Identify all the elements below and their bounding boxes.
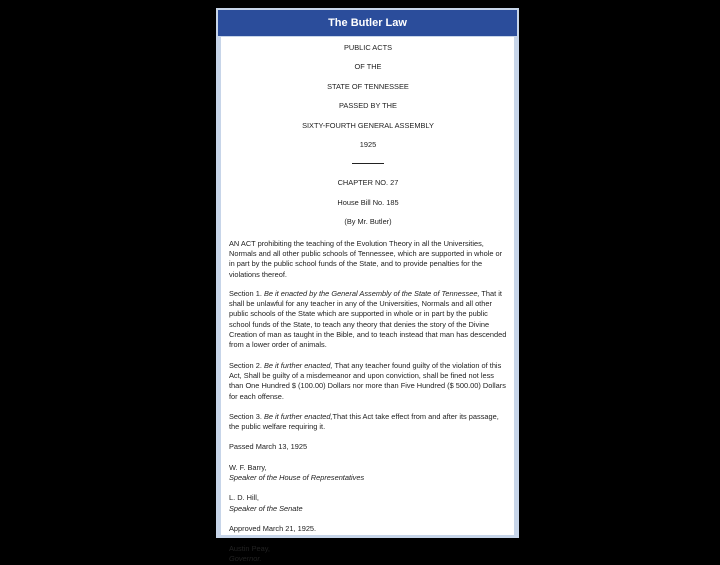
document-page <box>221 37 514 564</box>
divider-rule <box>352 163 384 164</box>
header-line-assembly: SIXTY-FOURTH GENERAL ASSEMBLY <box>302 120 434 130</box>
signature-speaker-senate <box>229 493 507 514</box>
document-frame <box>216 8 519 564</box>
section-1 <box>229 289 507 351</box>
section-3-label: Section 3. <box>229 411 262 421</box>
speaker-senate-role: Speaker of the Senate <box>229 503 303 513</box>
speaker-house-name: W. F. Barry, <box>229 462 267 472</box>
section-2-text: That any teacher found guilty of the violation of this Act, Shall be guilty of a misdemeanor and upon conviction, shall be fined not less than One Hundred $ (100.00) Dollars nor more than Five Hundred ($ 500.00) Dollars for each offense. <box>229 360 506 401</box>
speaker-senate-name: L. D. Hill, <box>229 493 259 503</box>
signature-speaker-house <box>229 463 507 484</box>
header-line-passed-by: PASSED BY THE <box>339 101 397 111</box>
chapter-number: CHAPTER NO. 27 <box>337 178 399 188</box>
section-3 <box>229 412 507 433</box>
section-3-enact: Be it further enacted, <box>263 411 333 421</box>
header-line-year: 1925 <box>359 140 377 150</box>
section-1-enact: Be it enacted by the General Assembly of the State of Tennessee, <box>263 288 480 298</box>
section-2-label: Section 2. <box>229 360 262 370</box>
header-line-public-acts: PUBLIC ACTS <box>343 43 393 52</box>
speaker-house-role: Speaker of the House of Representatives <box>229 473 365 482</box>
bill-number: House Bill No. 185 <box>337 197 399 207</box>
section-1-label: Section 1. <box>229 288 262 298</box>
section-1-text: That it shall be unlawful for any teacher in any of the Universities, Normals and all other public schools of the State which are supported in whole or in part by the public school funds of the State, to teach any theory that denies the story of the Divine Creation of man as taught in the Bible, and to teach instead that man has descended from a lower order of animals. <box>229 288 507 350</box>
section-2 <box>229 361 507 402</box>
governor-name: Austin Peay, <box>229 544 270 554</box>
passed-date: Passed March 13, 1925 <box>229 442 308 452</box>
document-title: The Butler Law <box>218 10 517 36</box>
header-line-state: STATE OF TENNESSEE <box>327 81 409 91</box>
section-3-text: That this Act take effect from and after its passage, the public welfare requiring it. <box>229 411 499 432</box>
preamble: AN ACT prohibiting the teaching of the Evolution Theory in all the Universities, Normals and all other public schools of Tennessee, which are supported in whole or in part by the public school funds of the State, and to provide penalties for the violations thereof. <box>229 238 503 279</box>
signature-governor <box>229 544 507 565</box>
approved-date: Approved March 21, 1925. <box>229 523 317 533</box>
bill-author: (By Mr. Butler) <box>344 217 392 227</box>
governor-role: Governor. <box>229 554 262 564</box>
header-line-of-the: OF THE <box>354 62 382 72</box>
section-2-enact: Be it further enacted, <box>263 360 333 370</box>
